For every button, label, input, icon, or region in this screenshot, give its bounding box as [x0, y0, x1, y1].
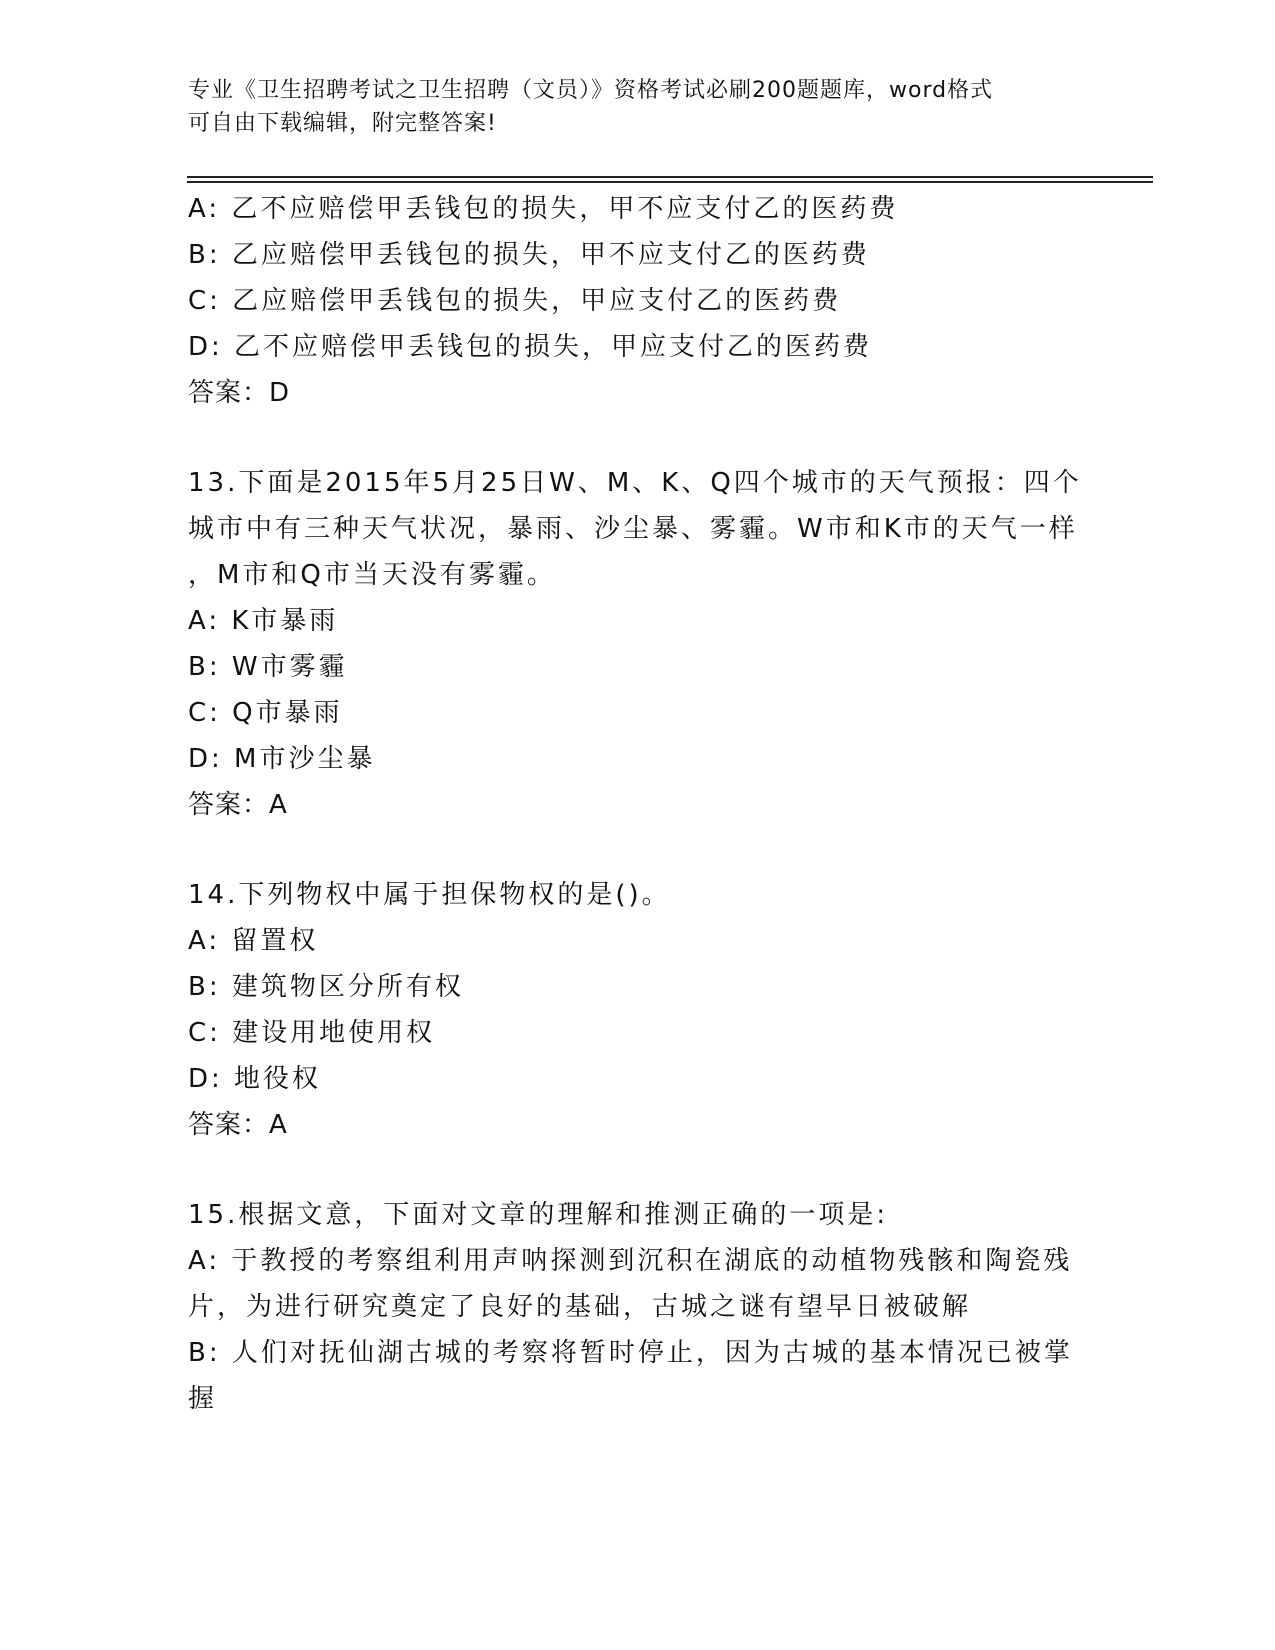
- q12-answer: 答案：D: [188, 378, 291, 408]
- q15-option-b-line-2: 握: [188, 1384, 218, 1414]
- q14-option-a: A: 留置权: [188, 926, 319, 956]
- question-list: [188, 186, 1088, 1422]
- question-15-block: [188, 1192, 1088, 1422]
- q13-option-a: A: K市暴雨: [188, 606, 339, 636]
- q13-option-b: B: W市雾霾: [188, 652, 348, 682]
- header-divider-bottom: [187, 181, 1153, 183]
- q12-option-b: B: 乙应赔偿甲丢钱包的损失，甲不应支付乙的医药费: [188, 240, 870, 270]
- q13-option-c: C: Q市暴雨: [188, 698, 343, 728]
- spacer: [188, 416, 1088, 460]
- q13-stem-line-2: 城市中有三种天气状况，暴雨、沙尘暴、雾霾。W市和K市的天气一样: [188, 514, 1078, 544]
- question-14-block: [188, 872, 1088, 1148]
- q13-stem-line-3: ，M市和Q市当天没有雾霾。: [188, 560, 556, 590]
- q12-option-d: D: 乙不应赔偿甲丢钱包的损失，甲应支付乙的医药费: [188, 332, 873, 362]
- q13-option-d: D: M市沙尘暴: [188, 744, 376, 774]
- question-12-block: [188, 186, 1088, 416]
- header-title-line-2: 可自由下载编辑，附完整答案!: [188, 111, 497, 136]
- q14-option-d: D: 地役权: [188, 1064, 322, 1094]
- document-header: [188, 74, 1068, 140]
- q13-stem-line-1: 13.下面是2015年5月25日W、M、K、Q四个城市的天气预报：四个: [188, 468, 1082, 498]
- spacer: [188, 828, 1088, 872]
- q13-answer: 答案：A: [188, 790, 288, 820]
- q14-answer: 答案：A: [188, 1110, 288, 1140]
- q12-option-c: C: 乙应赔偿甲丢钱包的损失，甲应支付乙的医药费: [188, 286, 842, 316]
- q15-option-a-line-2: 片，为进行研究奠定了良好的基础，古城之谜有望早日被破解: [188, 1292, 972, 1322]
- q14-stem-line-1: 14.下列物权中属于担保物权的是()。: [188, 880, 671, 910]
- q15-option-b-line-1: B: 人们对抚仙湖古城的考察将暂时停止，因为古城的基本情况已被掌: [188, 1338, 1073, 1368]
- q12-option-a: A: 乙不应赔偿甲丢钱包的损失，甲不应支付乙的医药费: [188, 194, 899, 224]
- header-title-line-1: 专业《卫生招聘考试之卫生招聘（文员）》资格考试必刷200题题库，word格式: [188, 78, 994, 103]
- q15-stem-line-1: 15.根据文意，下面对文章的理解和推测正确的一项是:: [188, 1200, 889, 1230]
- question-13-block: [188, 460, 1088, 828]
- q14-option-b: B: 建筑物区分所有权: [188, 972, 464, 1002]
- q14-option-c: C: 建设用地使用权: [188, 1018, 436, 1048]
- q15-option-a-line-1: A: 于教授的考察组利用声呐探测到沉积在湖底的动植物残骸和陶瓷残: [188, 1246, 1073, 1276]
- header-divider-top: [187, 176, 1153, 178]
- spacer: [188, 1148, 1088, 1192]
